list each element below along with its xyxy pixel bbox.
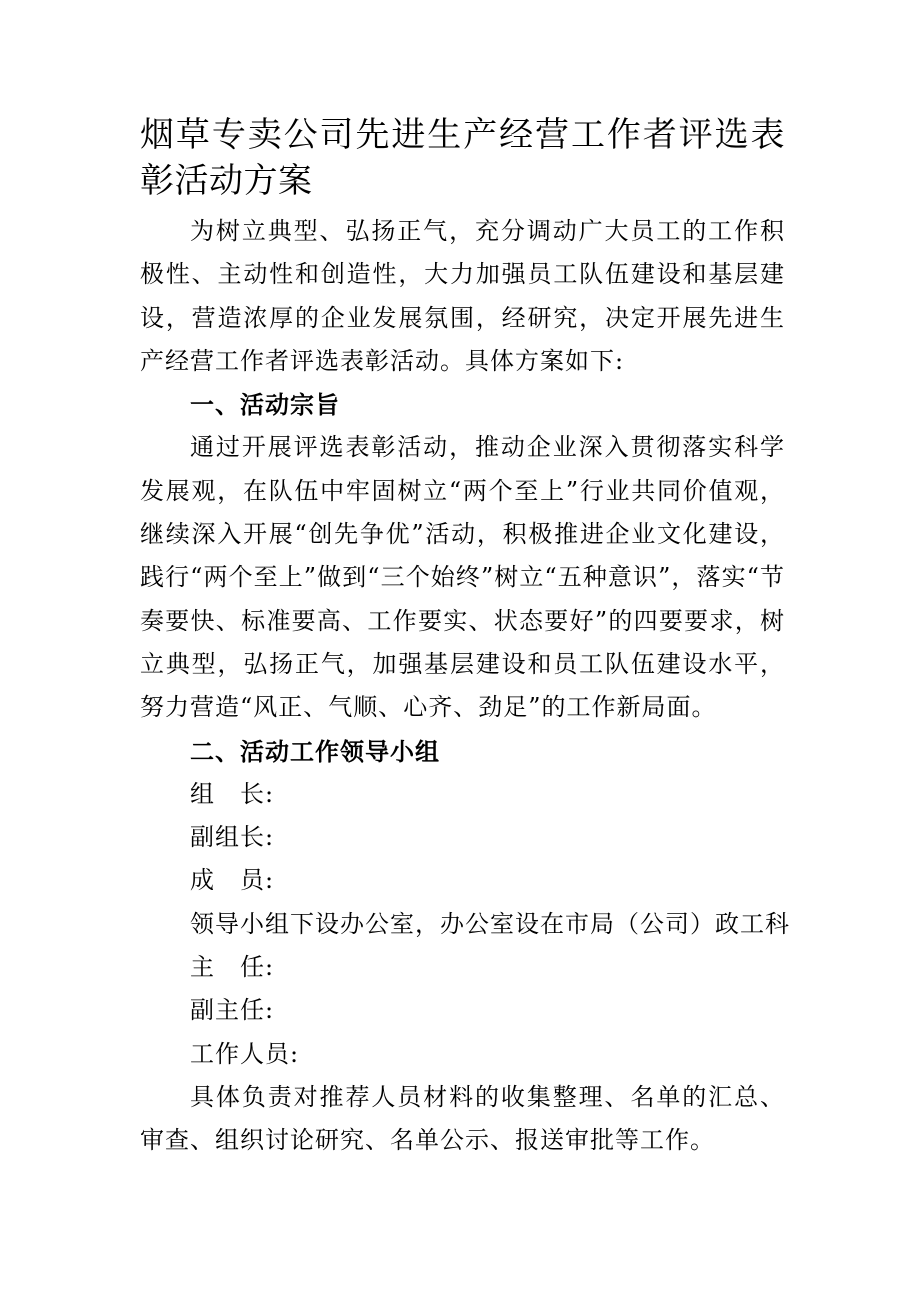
duties-paragraph: 具体负责对推荐人员材料的收集整理、名单的汇总、审查、组织讨论研究、名单公示、报送审批等工作。 [140, 1082, 785, 1155]
deputy-director-line: 副主任: [190, 996, 275, 1025]
purpose-paragraph: 通过开展评选表彰活动，推动企业深入贯彻落实科学发展观，在队伍中牢固树立“两个至上”行业共同价值观，继续深入开展“创先争优”活动，积极推进企业文化建设，践行“两个至上”做到“三个始终”树立“五种意识”，落实“节奏要快、标准要高、工作要实、状态要好”的四要要求，树立典型，弘扬正气，加强基层建设和员工队伍建设水平，努力营造“风正、气顺、心齐、劲足”的工作新局面。 [140, 433, 785, 722]
director-line: 主 任: [190, 953, 275, 982]
deputy-leader-line: 副组长: [190, 823, 275, 852]
office-note-line: 领导小组下设办公室，办公室设在市局（公司）政工科 [190, 909, 790, 938]
members-line: 成 员: [190, 866, 275, 895]
intro-paragraph: 为树立典型、弘扬正气，充分调动广大员工的工作积极性、主动性和创造性，大力加强员工队伍建设和基层建设，营造浓厚的企业发展氛围，经研究，决定开展先进生产经营工作者评选表彰活动。具体方案如下: [140, 217, 785, 375]
staff-line: 工作人员: [190, 1039, 300, 1068]
section-heading-leadership-group: 二、活动工作领导小组 [190, 736, 440, 766]
leader-line: 组 长: [190, 779, 275, 808]
document-title: 烟草专卖公司先进生产经营工作者评选表彰活动方案 [140, 115, 785, 201]
section-heading-purpose: 一、活动宗旨 [190, 390, 340, 420]
document-page [140, 112, 790, 1163]
